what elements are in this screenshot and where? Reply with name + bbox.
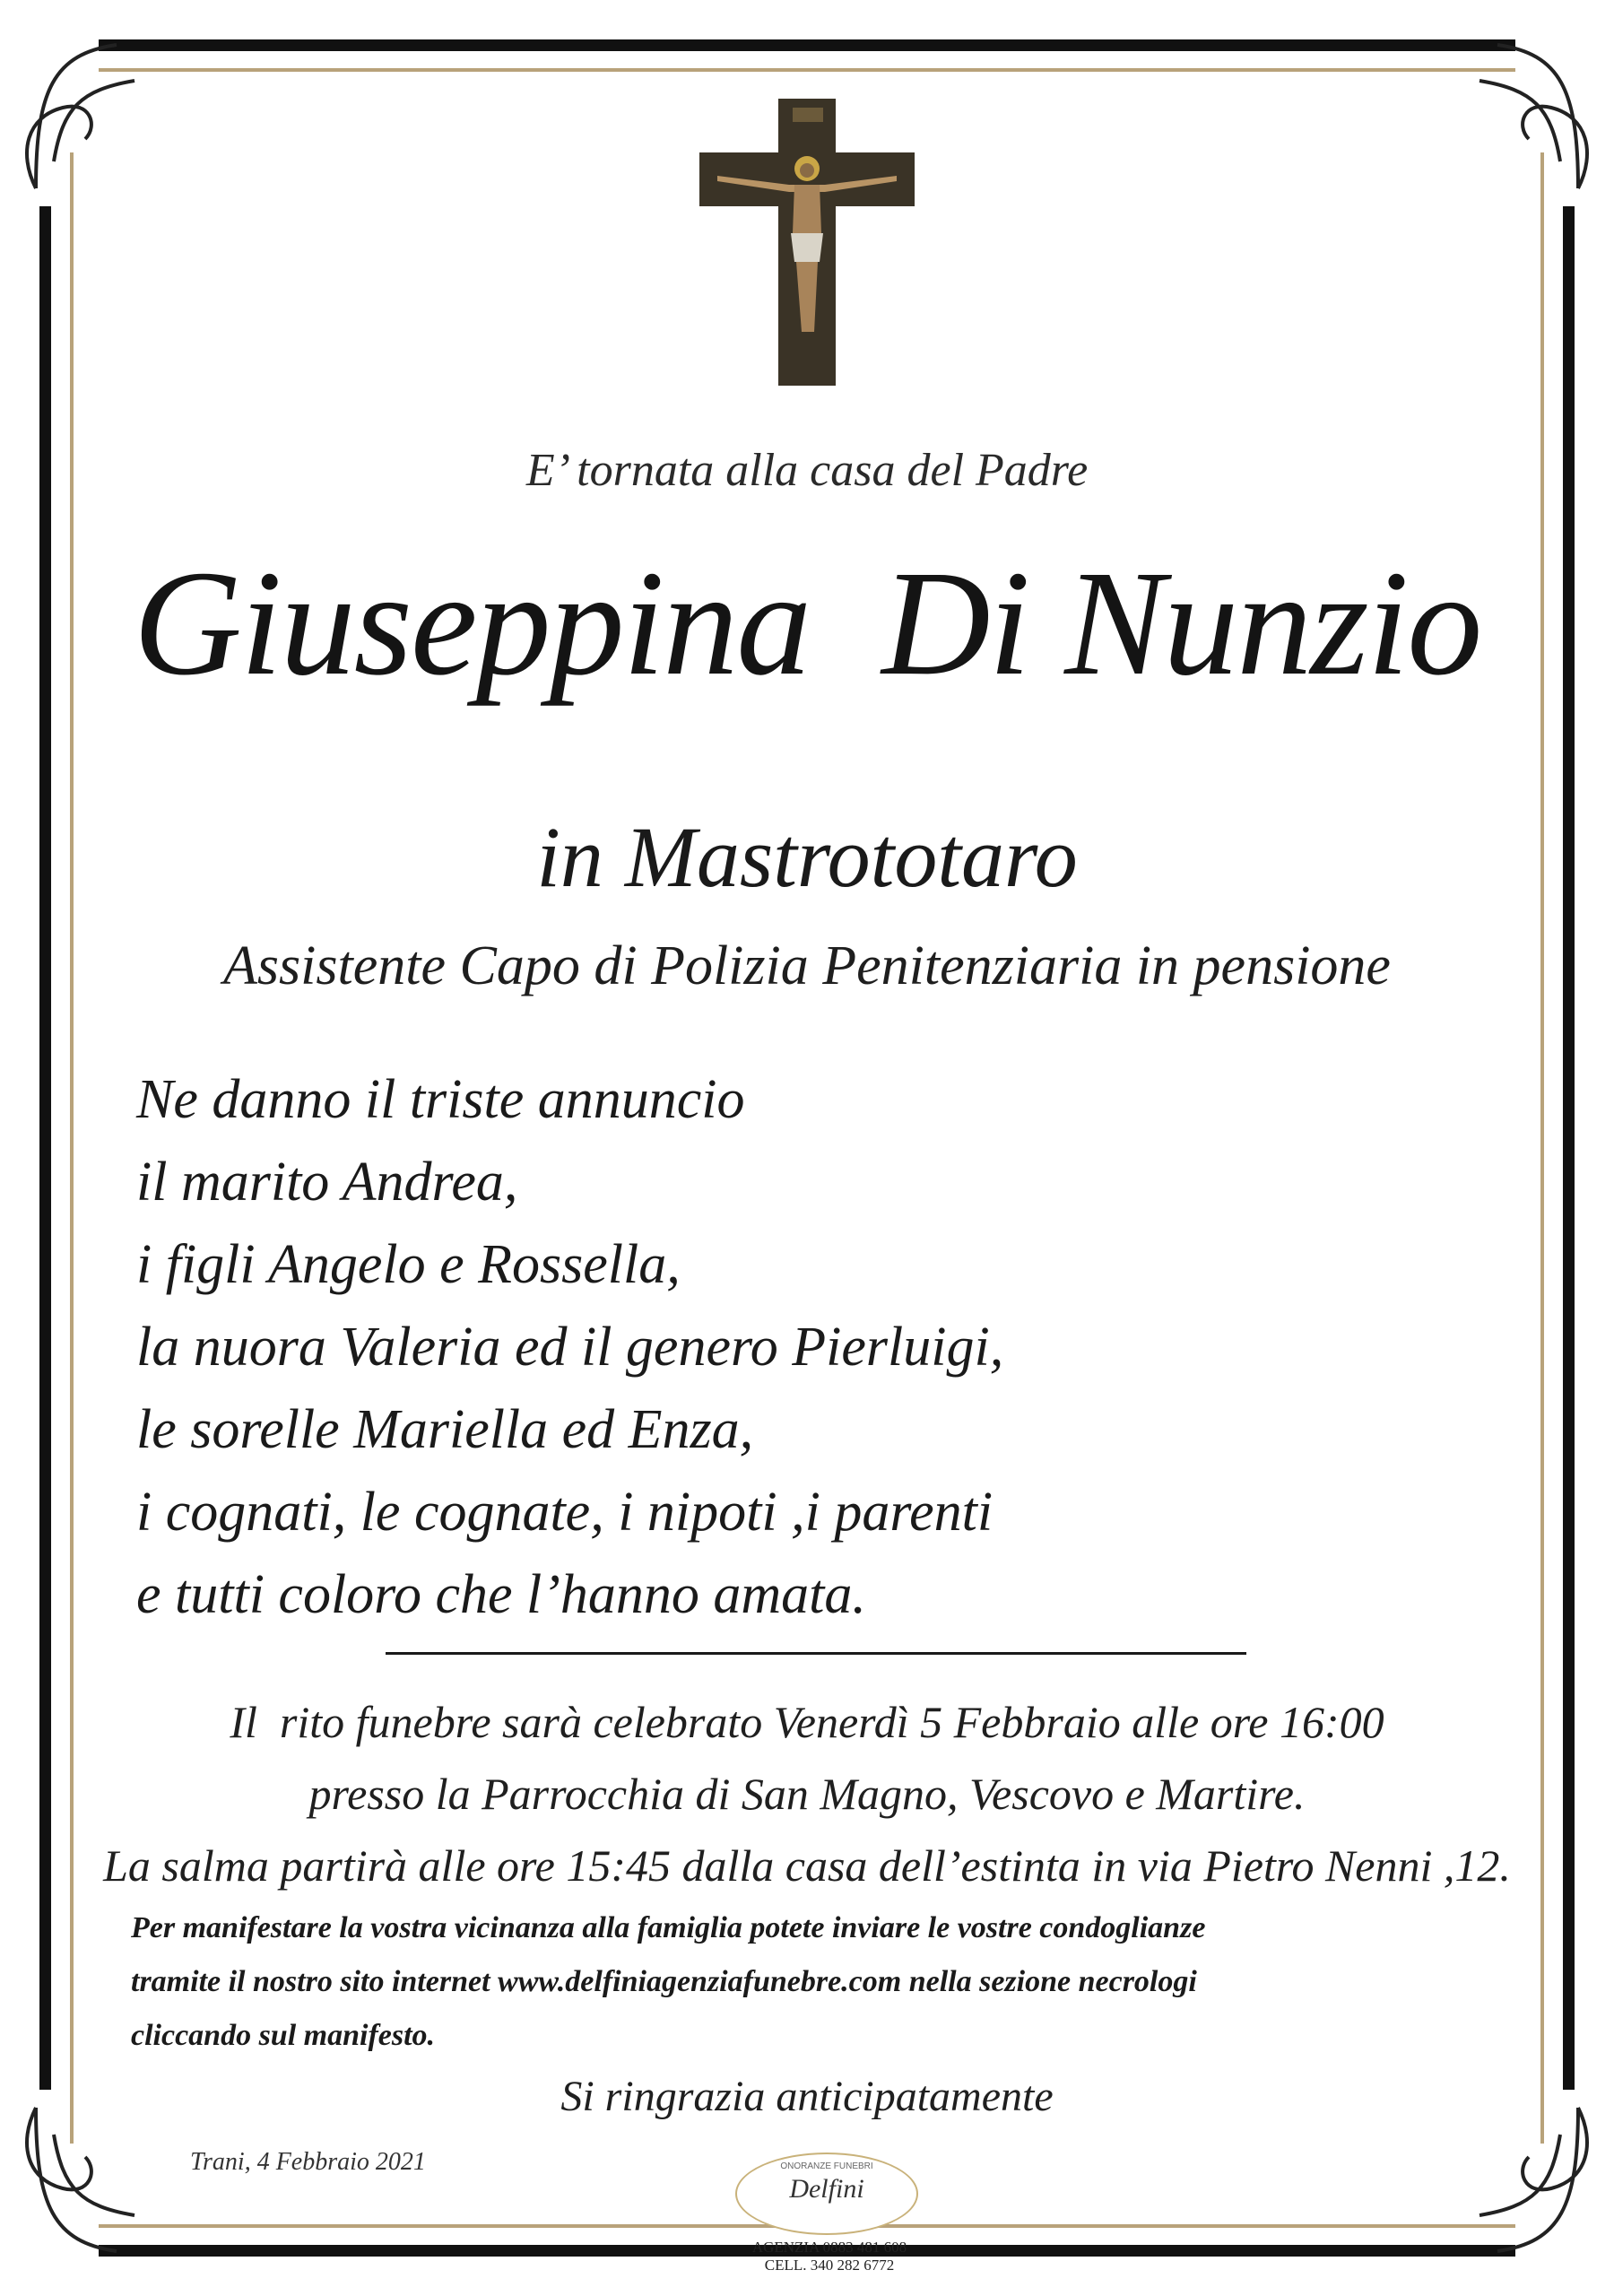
deceased-name: Giuseppina Di Nunzio xyxy=(133,540,1481,707)
intro-line: E’ tornata alla casa del Padre xyxy=(525,445,1089,496)
announcement-line: e tutti coloro che l’hanno amata. xyxy=(136,1564,866,1625)
rite-line: presso la Parrocchia di San Magno, Vescovo e Martire. xyxy=(308,1769,1306,1819)
agency-contacts xyxy=(708,2239,950,2274)
announcement-block xyxy=(136,1058,1302,1636)
notice-line: cliccando sul manifesto. xyxy=(131,2019,436,2052)
announcement-line: i figli Angelo e Rossella, xyxy=(136,1234,681,1295)
deceased-role: Assistente Capo di Polizia Penitenziaria in pensione xyxy=(223,935,1391,996)
agency-emblem xyxy=(735,2152,918,2235)
rite-line: Il rito funebre sarà celebrato Venerdì 5 Febbraio alle ore 16:00 xyxy=(230,1697,1384,1747)
funeral-rite-block xyxy=(90,1686,1524,1901)
rite-line: La salma partirà alle ore 15:45 dalla casa dell’estinta in via Pietro Nenni ,12. xyxy=(103,1840,1511,1891)
notice-line: Per manifestare la vostra vicinanza alla famiglia potete inviare le vostre condoglianze xyxy=(131,1911,1206,1944)
condolence-notice xyxy=(131,1901,1503,2063)
agency-name: Delfini xyxy=(789,2174,864,2204)
separator-line xyxy=(386,1652,1246,1655)
announcement-line: i cognati, le cognate, i nipoti ,i parenti xyxy=(136,1482,994,1543)
married-name: in Mastrototaro xyxy=(536,809,1078,905)
announcement-line: la nuora Valeria ed il genero Pierluigi, xyxy=(136,1317,1004,1378)
agency-cell: CELL. 340 282 6772 xyxy=(764,2257,895,2274)
announcement-line: il marito Andrea, xyxy=(136,1152,518,1213)
agency-phone: AGENZIA 0883 481 608 xyxy=(751,2239,907,2256)
agency-logo xyxy=(708,2152,950,2287)
announcement-line: le sorelle Mariella ed Enza, xyxy=(136,1399,754,1460)
thanks-line: Si ringrazia anticipatamente xyxy=(560,2073,1054,2120)
place-date: Trani, 4 Febbraio 2021 xyxy=(190,2148,426,2176)
announcement-line: Ne danno il triste annuncio xyxy=(136,1069,745,1130)
agency-top-text: ONORANZE FUNEBRI xyxy=(780,2161,873,2171)
crucifix-icon xyxy=(699,99,915,386)
notice-line: tramite il nostro sito internet www.delfiniagenziafunebre.com nella sezione necrologi xyxy=(131,1965,1197,1998)
